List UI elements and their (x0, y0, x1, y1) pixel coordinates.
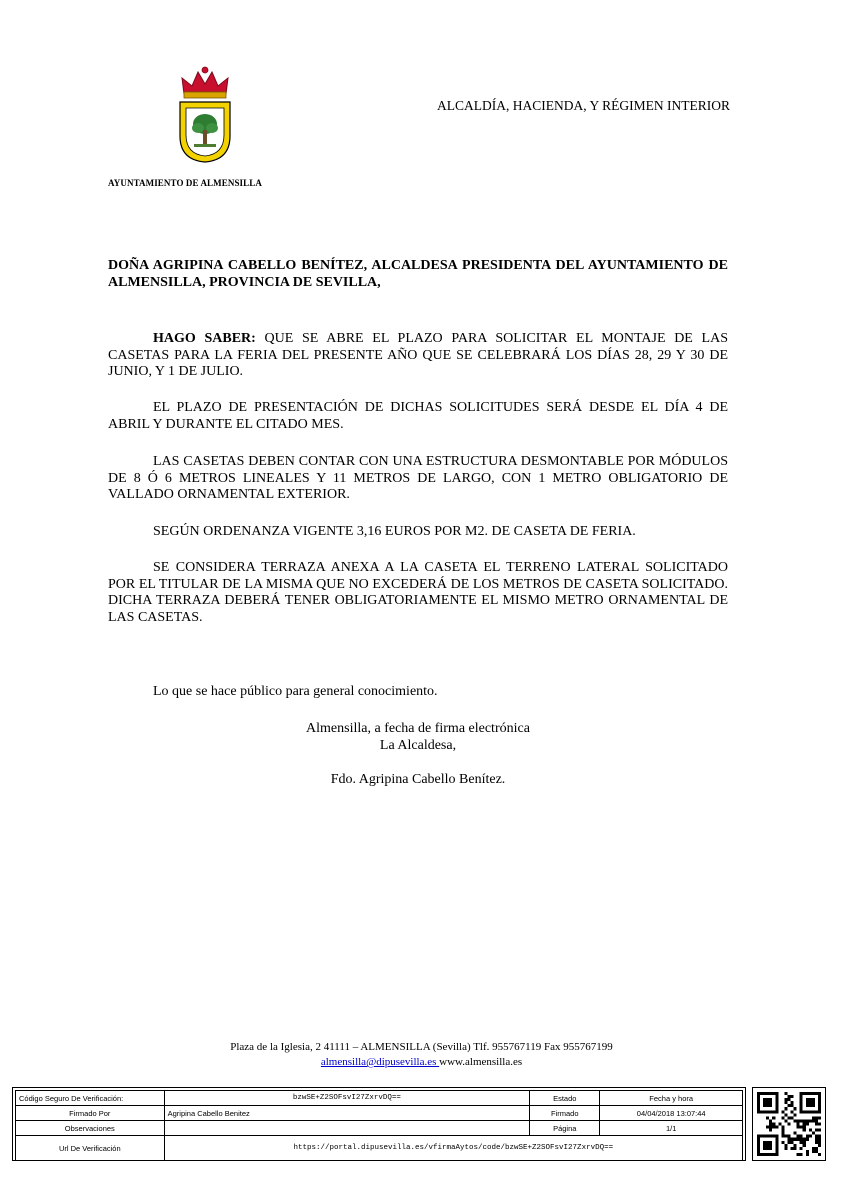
url-value[interactable]: https://portal.dipusevilla.es/vfirmaAytos/code/bzwSE+Z2SOFsvI27ZxrvDQ== (164, 1136, 742, 1161)
table-row (16, 1136, 743, 1161)
signature-name: Fdo. Agripina Cabello Benítez. (330, 772, 506, 787)
table-row (16, 1106, 743, 1121)
fecha-label: Fecha y hora (600, 1091, 743, 1106)
website-text: www.almensilla.es (439, 1056, 523, 1068)
footer-contacts (0, 1055, 843, 1070)
paragraph-5: SE CONSIDERA TERRAZA ANEXA A LA CASETA EL TERRENO LATERAL SOLICITADO POR EL TITULAR DE LA MISMA QUE NO EXCEDERÁ DE LOS METROS DE CASETA SOLICITADO. DICHA TERRAZA DEBERÁ TENER OBLIGATORIAMENTE EL MISMO METRO ORNAMENTAL DE LAS CASETAS. (108, 560, 728, 625)
table-row (16, 1091, 743, 1106)
code-value: bzwSE+Z2SOFsvI27ZxrvDQ== (164, 1091, 530, 1106)
observations-label: Observaciones (16, 1121, 165, 1136)
paragraph-4: SEGÚN ORDENANZA VIGENTE 3,16 EUROS POR M2. DE CASETA DE FERIA. (153, 524, 636, 539)
code-label: Código Seguro De Verificación: (16, 1091, 165, 1106)
page-label: Página (530, 1121, 600, 1136)
observations-value (164, 1121, 530, 1136)
paragraph-1 (108, 331, 728, 381)
email-link[interactable]: almensilla@dipusevilla.es (320, 1056, 440, 1068)
closing-line: Lo que se hace público para general conocimiento. (153, 684, 438, 699)
footer-address: Plaza de la Iglesia, 2 41111 – ALMENSILLA (Sevilla) Tlf. 955767119 Fax 955767199 (230, 1041, 613, 1053)
estado-value: Firmado (530, 1106, 600, 1121)
fecha-value: 04/04/2018 13:07:44 (600, 1106, 743, 1121)
page-value: 1/1 (600, 1121, 743, 1136)
estado-label: Estado (530, 1091, 600, 1106)
paragraph-1-lead: HAGO SABER: (153, 331, 256, 346)
verification-table (15, 1090, 743, 1161)
qr-code-icon (752, 1087, 826, 1161)
paragraph-2: EL PLAZO DE PRESENTACIÓN DE DICHAS SOLICITUDES SERÁ DESDE EL DÍA 4 DE ABRIL Y DURANTE EL CITADO MES. (108, 400, 728, 432)
qr-pattern (757, 1092, 821, 1156)
intro-heading: DOÑA AGRIPINA CABELLO BENÍTEZ, ALCALDESA PRESIDENTA DEL AYUNTAMIENTO DE ALMENSILLA, PROVINCIA DE SEVILLA, (108, 258, 728, 290)
signed-by-label: Firmado Por (16, 1106, 165, 1121)
paragraph-1-text: QUE SE ABRE EL PLAZO PARA SOLICITAR EL MONTAJE DE LAS CASETAS PARA LA FERIA DEL PRESENTE AÑO QUE SE CELEBRARÁ LOS DÍAS 28, 29 Y 30 DE JUNIO, Y 1 DE JULIO. (108, 331, 728, 379)
url-label: Url De Verificación (16, 1136, 165, 1161)
paragraph-3: LAS CASETAS DEBEN CONTAR CON UNA ESTRUCTURA DESMONTABLE POR MÓDULOS DE 8 Ó 6 METROS LINEALES Y 11 METROS DE LARGO, CON 1 METRO OBLIGATORIO DE VALLADO ORNAMENTAL EXTERIOR. (108, 454, 728, 502)
signature-role: La Alcaldesa, (379, 738, 457, 753)
table-row (16, 1121, 743, 1136)
department-title: ALCALDÍA, HACIENDA, Y RÉGIMEN INTERIOR (437, 98, 730, 113)
institution-name: AYUNTAMIENTO DE ALMENSILLA (108, 178, 262, 188)
signed-by-value: Agripina Cabello Benitez (164, 1106, 530, 1121)
municipal-crest-icon (170, 64, 240, 166)
verification-box (12, 1087, 746, 1161)
footer-address-block (0, 1040, 843, 1070)
signature-place: Almensilla, a fecha de firma electrónica (306, 721, 530, 736)
